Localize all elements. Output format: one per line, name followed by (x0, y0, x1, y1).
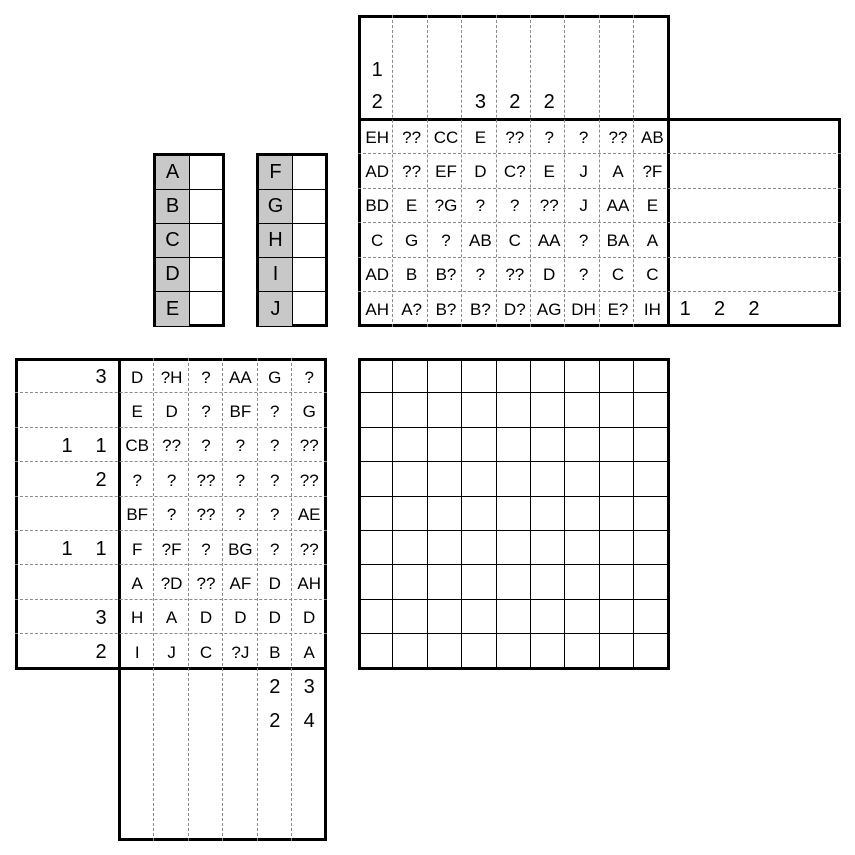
top-clue-cell: AD (365, 162, 389, 182)
legend-left-letter-a: A (156, 156, 190, 190)
top-clue-cell: ?? (505, 265, 525, 285)
left-clue-cell: ?? (196, 470, 216, 490)
top-clue-cell: ?? (539, 196, 559, 216)
left-clue-cell: ? (166, 470, 177, 490)
grid-row-line (358, 530, 670, 531)
top-clue-cell: A? (401, 299, 422, 319)
left-clue-cell: ? (270, 470, 280, 490)
left-row-number: 2 (95, 641, 107, 664)
left-clue-cell: BF (229, 402, 252, 422)
legend-right-blank-cell (293, 156, 325, 190)
grid-column-line (530, 358, 531, 670)
left-clue-cell: E (131, 402, 143, 422)
top-clue-cell: ?F (642, 162, 663, 182)
top-clue-cell: AH (365, 299, 389, 319)
top-clue-cell: D (474, 162, 487, 182)
legend-right-letter-g: G (259, 190, 293, 224)
top-row-number: 2 (748, 298, 760, 321)
left-clue-cell: D (165, 402, 178, 422)
left-clue-cell: AH (297, 574, 321, 594)
top-clue-cell: E (474, 127, 487, 147)
grid-row-line (358, 427, 670, 428)
legend-right-letter-i: I (259, 258, 293, 292)
legend-left-blank-cell (190, 258, 222, 292)
left-clue-cell: H (131, 608, 144, 628)
bottom-column-number: 2 (269, 676, 281, 698)
left-clue-cell: D (268, 574, 281, 594)
top-clue-cell: C (611, 265, 625, 285)
top-clue-cell: B (405, 265, 418, 285)
top-clue-cell: ? (578, 230, 589, 250)
top-row-number: 2 (714, 298, 726, 321)
left-clue-cell: AE (297, 505, 321, 525)
grid-row-line (358, 461, 670, 462)
grid-row-line (358, 496, 670, 497)
left-clue-cell: A (303, 642, 315, 662)
grid-column-line (564, 358, 565, 670)
left-row-number: 3 (95, 366, 107, 389)
legend-right-letter-f: F (259, 156, 293, 190)
top-clue-cell: EH (365, 127, 389, 147)
top-clue-cell: IH (643, 299, 661, 319)
left-clue-cell: ? (201, 436, 211, 456)
left-row-number: 3 (95, 606, 107, 629)
left-clue-cell: ? (270, 539, 280, 559)
left-clue-cell: ?? (299, 470, 319, 490)
top-clue-cell: C (371, 230, 384, 250)
top-column-number: 2 (543, 91, 555, 113)
left-clue-cell: ? (166, 505, 177, 525)
top-clue-cell: C (508, 230, 521, 250)
top-clue-cell: ?G (434, 196, 458, 216)
left-clue-cell: ?? (162, 436, 182, 456)
top-clue-cell: E (543, 162, 555, 182)
left-clue-cell: ? (201, 539, 211, 559)
top-clue-cell: AB (469, 230, 492, 250)
left-clue-cell: ? (132, 470, 142, 490)
left-clue-cell: ?? (196, 574, 216, 594)
left-clue-cell: B (269, 642, 281, 662)
left-clue-cell: F (132, 539, 143, 559)
top-clue-cell: AD (365, 265, 389, 285)
top-clue-cell: J (579, 196, 588, 216)
left-clue-cell: D (268, 608, 281, 628)
legend-left-blank-cell (190, 156, 222, 190)
legend-left-letter-d: D (156, 258, 190, 292)
top-clue-cell: A (612, 162, 624, 182)
left-clue-cell: D (131, 367, 144, 387)
top-clue-cell: C (646, 265, 659, 285)
top-clue-cell: ? (578, 127, 589, 147)
top-clue-cell: ? (475, 265, 486, 285)
left-clue-cell: BG (228, 539, 253, 559)
legend-right-letter-j: J (259, 292, 293, 326)
left-clue-cell: ? (201, 367, 211, 387)
top-clue-cell: C? (503, 162, 526, 182)
top-column-number: 2 (509, 91, 521, 113)
legend-left-letter-b: B (156, 190, 190, 224)
left-clue-cell: BF (126, 505, 149, 525)
left-clue-cell: AF (229, 574, 252, 594)
legend-left-blank-cell (190, 224, 222, 258)
left-clue-cell: D (199, 608, 213, 628)
left-clue-cell: ?H (160, 367, 183, 387)
left-clue-cell: A (165, 608, 178, 628)
left-clue-cell: ?? (299, 436, 319, 456)
left-clue-cell: ?F (161, 539, 182, 559)
legend-left-blank-cell (190, 190, 222, 224)
top-clue-cell: ? (544, 127, 554, 147)
bottom-column-number: 2 (269, 710, 281, 732)
legend-right-blank-cell (293, 224, 325, 258)
top-clue-cell: EF (435, 162, 457, 182)
top-clue-cell: CC (433, 127, 459, 147)
left-clue-cell: ? (235, 505, 246, 525)
top-clue-cell: ? (441, 230, 451, 250)
left-clue-cell: G (302, 402, 316, 422)
left-clue-cell: CB (125, 436, 149, 456)
left-clue-cell: D (234, 608, 247, 628)
left-clue-cell: I (134, 642, 140, 662)
top-clue-cell: A (646, 230, 659, 250)
top-clue-cell: ? (510, 196, 520, 216)
left-clue-cell: ? (235, 470, 246, 490)
top-clue-cell: AG (536, 299, 562, 319)
left-clue-cell: A (131, 574, 143, 594)
top-clue-cell: AA (537, 230, 561, 250)
grid-column-line (633, 358, 634, 670)
left-clue-cell: J (167, 642, 176, 662)
grid-column-line (427, 358, 428, 670)
left-clue-cell: ? (304, 367, 314, 387)
left-row-number: 1 (61, 434, 73, 457)
top-row-number: 1 (679, 298, 691, 321)
grid-row-line (358, 392, 670, 393)
left-clue-cell: D (303, 608, 316, 628)
left-clue-cell: ? (235, 436, 246, 456)
top-clue-cell: ?? (505, 127, 525, 147)
top-clue-cell: D (543, 265, 556, 285)
top-clue-cell: ? (578, 265, 589, 285)
left-clue-cell: ? (270, 402, 280, 422)
grid-column-line (392, 358, 393, 670)
top-clue-cell: B? (435, 265, 457, 285)
top-clue-cell: ?? (402, 162, 422, 182)
top-clue-cell: E (405, 196, 418, 216)
left-row-number: 1 (61, 538, 73, 561)
legend-right-blank-cell (293, 190, 325, 224)
legend-left-letter-e: E (156, 292, 190, 326)
top-clue-cell: B? (435, 299, 457, 319)
left-clue-cell: C (199, 642, 213, 662)
left-row-number: 1 (95, 538, 107, 561)
left-clue-cell: ? (270, 505, 280, 525)
left-clue-cell: AA (229, 367, 252, 387)
legend-right-blank-cell (293, 258, 325, 292)
left-clue-cell: ? (270, 436, 280, 456)
grid-column-line (461, 358, 462, 670)
solving-grid-cells[interactable] (358, 358, 670, 670)
top-clue-cell: AB (641, 127, 664, 147)
top-clue-cell: AA (606, 196, 630, 216)
grid-column-line (599, 358, 600, 670)
top-clue-cell: ?? (402, 127, 422, 147)
top-clue-cell: B? (469, 299, 491, 319)
top-clue-cell: BA (606, 230, 630, 250)
legend-left-letter-c: C (156, 224, 190, 258)
bottom-column-number: 3 (303, 676, 315, 698)
top-column-number: 1 (371, 59, 383, 81)
top-clue-cell: E (646, 196, 659, 216)
bottom-column-number: 4 (303, 710, 315, 732)
left-row-number: 1 (95, 434, 107, 457)
left-clue-cell: ? (201, 402, 211, 422)
top-clue-cell: J (579, 162, 588, 182)
grid-row-line (358, 599, 670, 600)
legend-right-blank-cell (293, 292, 325, 326)
legend-left-blank-cell (190, 292, 222, 326)
top-clue-cell: G (404, 230, 419, 250)
left-clue-cell: ?? (196, 505, 216, 525)
top-clue-cell: E? (607, 299, 629, 319)
left-clue-cell: ?J (231, 642, 250, 662)
grid-column-line (496, 358, 497, 670)
left-clue-cell: ?? (299, 539, 319, 559)
left-clue-cell: G (268, 367, 282, 387)
top-clue-cell: ?? (608, 127, 628, 147)
top-clue-cell: ? (475, 196, 486, 216)
top-clue-cell: D? (503, 299, 526, 319)
grid-row-line (358, 633, 670, 634)
top-clue-cell: BD (365, 196, 389, 216)
top-clue-cell: DH (571, 299, 596, 319)
left-row-number: 2 (95, 469, 107, 492)
grid-row-line (358, 564, 670, 565)
top-column-number: 3 (474, 91, 486, 113)
left-clue-cell: ?D (160, 574, 183, 594)
top-column-number: 2 (371, 91, 383, 113)
legend-right-letter-h: H (259, 224, 293, 258)
